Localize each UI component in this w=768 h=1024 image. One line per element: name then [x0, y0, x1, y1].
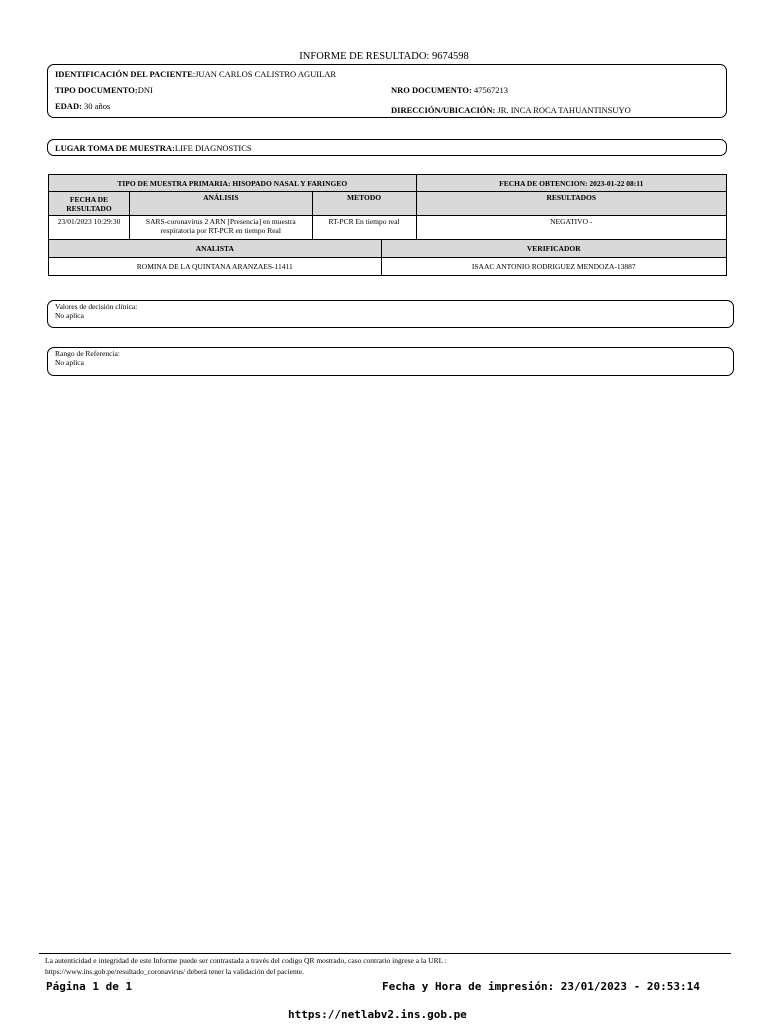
age-label: EDAD:: [55, 101, 82, 111]
result-value: NEGATIVO -: [416, 216, 727, 240]
clinical-decision-text: [55, 302, 137, 320]
result-analysis: SARS-coronavirus 2 ARN [Presencia] en muestra respiratoria por RT-PCR en tiempo Real: [129, 216, 312, 240]
reference-range-text: [55, 349, 120, 367]
address-line: [391, 105, 631, 115]
result-date: 23/01/2023 10:29:30: [49, 216, 130, 240]
age: 30 años: [81, 101, 111, 111]
sample-place-label: LUGAR TOMA DE MUESTRA:: [55, 143, 175, 153]
footer-auth-text: [45, 955, 735, 977]
verifier-header: VERIFICADOR: [381, 240, 726, 258]
page-number: Página 1 de 1: [46, 980, 133, 993]
col-header-resultados: RESULTADOS: [416, 192, 727, 216]
address-label: DIRECCIÓN/UBICACIÓN:: [391, 105, 496, 115]
doc-type-line: [55, 85, 153, 95]
table-row: [49, 216, 727, 240]
doc-number-label: NRO DOCUMENTO:: [391, 85, 472, 95]
patient-name-line: [55, 69, 336, 79]
sample-type-header: TIPO DE MUESTRA PRIMARIA: HISOPADO NASAL Y FARINGEO: [49, 175, 417, 192]
clinical-decision-value: No aplica: [55, 311, 84, 320]
patient-name: :JUAN CARLOS CALISTRO AGUILAR: [192, 69, 337, 79]
col-header-analisis: ANÁLISIS: [129, 192, 312, 216]
footer-divider: [39, 953, 731, 954]
sample-place-value: LIFE DIAGNOSTICS: [174, 143, 252, 153]
col-header-metodo: METODO: [312, 192, 416, 216]
results-table: [48, 174, 727, 276]
report-title: INFORME DE RESULTADO: 9674598: [299, 51, 469, 62]
address: JR. INCA ROCA TAHUANTINSUYO: [495, 105, 631, 115]
reference-range-box: [47, 347, 734, 376]
clinical-decision-label: Valores de decisión clínica:: [55, 302, 138, 311]
result-method: RT-PCR En tiempo real: [312, 216, 416, 240]
verifier-name: ISAAC ANTONIO RODRIGUEZ MENDOZA-13887: [381, 258, 726, 276]
footer-url-link[interactable]: https://netlabv2.ins.gob.pe: [288, 1008, 467, 1021]
footer-auth-line1: La autenticidad e integridad de este Informe puede ser contrastada a través del codigo QR mostrado, caso contrario ingrese a la URL :: [45, 956, 447, 965]
doc-number: 47567213: [471, 85, 508, 95]
doc-number-line: [391, 85, 508, 95]
patient-id-label: IDENTIFICACIÓN DEL PACIENTE: [55, 69, 193, 79]
age-line: [55, 101, 110, 111]
doc-type-label: TIPO DOCUMENTO:: [55, 85, 138, 95]
analyst-name: ROMINA DE LA QUINTANA ARANZAES-11411: [49, 258, 382, 276]
print-datetime: Fecha y Hora de impresión: 23/01/2023 - 20:53:14: [382, 980, 700, 993]
col-header-fecha: FECHA DE RESULTADO: [49, 192, 130, 216]
reference-range-label: Rango de Referencia:: [55, 349, 120, 358]
doc-type: DNI: [137, 85, 153, 95]
collection-date-header: FECHA DE OBTENCION: 2023-01-22 08:11: [416, 175, 727, 192]
analyst-header: ANALISTA: [49, 240, 382, 258]
footer-auth-line2: https://www.ins.gob.pe/resultado_coronavirus/ deberá tener la validación del paciente.: [45, 967, 305, 976]
clinical-decision-box: [47, 300, 734, 328]
reference-range-value: No aplica: [55, 358, 84, 367]
sample-place-line: [55, 143, 252, 153]
